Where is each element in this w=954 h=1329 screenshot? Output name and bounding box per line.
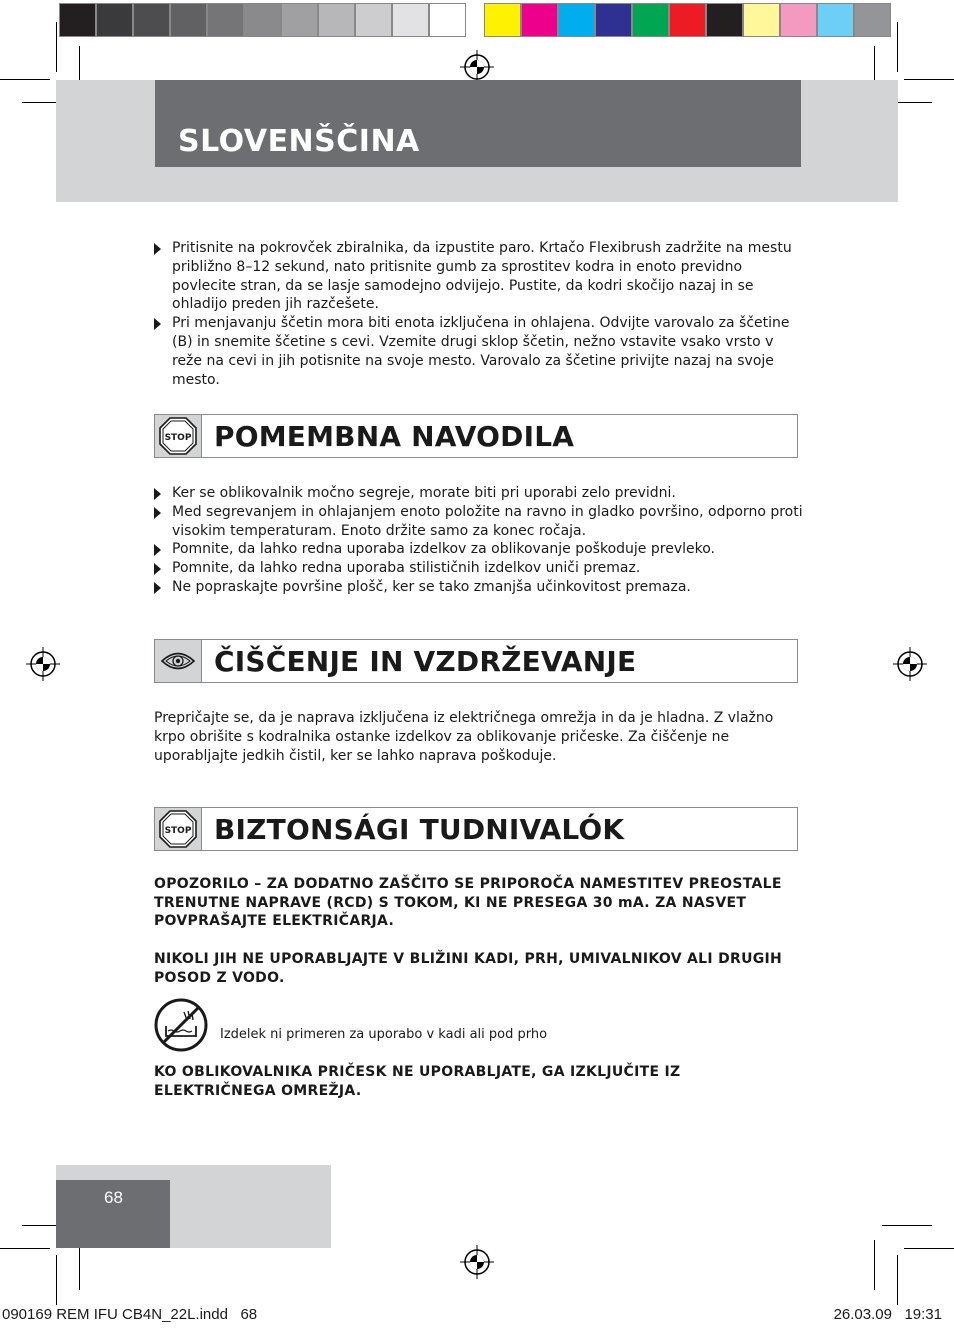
intro-bullet-list xyxy=(154,239,804,389)
bullet-arrow-icon xyxy=(154,507,161,519)
bullet-arrow-icon xyxy=(154,318,161,330)
list-item: Ne popraskajte površine plošč, ker se tako zmanjša učinkovitost premaza. xyxy=(154,578,804,597)
section-heading-safety xyxy=(154,807,798,851)
svg-text:STOP: STOP xyxy=(164,433,192,443)
list-item: Pri menjavanju ščetin mora biti enota izključena in ohlajena. Odvijte varovalo za ščetine (B) in snemite ščetine s cevi. Vzemite drugi sklop ščetin, nežno vstavite vsako vrsto v reže na cevi in jih potisnite na svoje mesto. Varovalo za ščetine privijte nazaj na svoje mesto. xyxy=(154,314,804,389)
process-color-swatch xyxy=(743,3,780,37)
crop-mark xyxy=(882,1225,932,1226)
crop-mark xyxy=(904,1248,954,1249)
stop-sign-icon xyxy=(159,810,197,848)
stop-sign-icon xyxy=(159,417,197,455)
rcd-warning: OPOZORILO – ZA DODATNO ZAŠČITO SE PRIPOROČA NAMESTITEV PREOSTALE TRENUTNE NAPRAVE (RCD) S TOKOM, KI NE PRESEGA 30 mA. ZA NASVET POVPRAŠAJTE ELEKTRIČARJA. xyxy=(154,876,782,929)
gray-swatch xyxy=(318,3,355,37)
water-warning: NIKOLI JIH NE UPORABLJAJTE V BLIŽINI KADI, PRH, UMIVALNIKOV ALI DRUGIH POSOD Z VODO. xyxy=(154,951,783,986)
slug-date-time: 26.03.09 19:31 xyxy=(833,1306,942,1323)
process-color-swatch xyxy=(669,3,706,37)
section-title: POMEMBNA NAVODILA xyxy=(214,420,575,453)
gray-swatch xyxy=(355,3,392,37)
section-heading-important xyxy=(154,414,798,458)
important-bullet-list xyxy=(154,484,804,597)
list-item: Pritisnite na pokrovček zbiralnika, da izpustite paro. Krtačo Flexibrush zadržite na mestu približno 8–12 sekund, nato pritisnite gumb za sprostitev kodra in enoto previdno povlecite stran, da se lasje samodejno odvijejo. Pustite, da kodri skočijo nazaj in se ohladijo preden jih razčešete. xyxy=(154,239,804,314)
page-title: SLOVENŠČINA xyxy=(178,124,420,159)
bullet-arrow-icon xyxy=(154,582,161,594)
bullet-arrow-icon xyxy=(154,544,161,556)
bullet-arrow-icon xyxy=(154,488,161,500)
stop-icon-cell xyxy=(155,415,202,457)
list-item: Pomnite, da lahko redna uporaba izdelkov za oblikovanje poškoduje prevleko. xyxy=(154,540,804,559)
registration-mark-icon xyxy=(460,1245,494,1279)
process-color-swatch xyxy=(780,3,817,37)
registration-mark-icon xyxy=(893,647,927,681)
process-color-swatch xyxy=(854,3,891,37)
registration-mark-icon xyxy=(26,647,60,681)
bullet-arrow-icon xyxy=(154,563,161,575)
crop-mark xyxy=(904,79,954,80)
list-item: Pomnite, da lahko redna uporaba stilističnih izdelkov uniči premaz. xyxy=(154,559,804,578)
section-title: BIZTONSÁGI TUDNIVALÓK xyxy=(214,813,625,846)
unplug-warning: KO OBLIKOVALNIKA PRIČESK NE UPORABLJATE, GA IZKLJUČITE IZ ELEKTRIČNEGA OMREŽJA. xyxy=(154,1064,681,1099)
gray-swatch xyxy=(429,3,466,37)
bath-note: Izdelek ni primeren za uporabo v kadi ali pod prho xyxy=(220,1027,548,1042)
gray-swatch xyxy=(170,3,207,37)
slug-file-info: 090169 REM IFU CB4N_22L.indd 68 xyxy=(2,1306,258,1323)
process-color-swatch xyxy=(595,3,632,37)
cleaning-paragraph: Prepričajte se, da je naprava izključena iz električnega omrežja in da je hladna. Z vlažno krpo obrišite s kodralnika ostanke izdelkov za oblikovanje pričeske. Za čiščenje ne uporabljajte jedkih čistil, ker se lahko naprava poškoduje. xyxy=(154,710,774,764)
crop-mark xyxy=(56,22,57,72)
stop-icon-cell xyxy=(155,808,202,850)
process-color-swatch xyxy=(632,3,669,37)
section-title: ČIŠČENJE IN VZDRŽEVANJE xyxy=(214,645,637,678)
svg-text:STOP: STOP xyxy=(164,826,192,836)
eye-icon-cell xyxy=(155,640,202,682)
gray-swatch xyxy=(96,3,133,37)
gray-swatch xyxy=(281,3,318,37)
list-item: Ker se oblikovalnik močno segreje, morate biti pri uporabi zelo previdni. xyxy=(154,484,804,503)
process-color-swatch xyxy=(484,3,521,37)
crop-mark xyxy=(56,1255,57,1305)
page-number: 68 xyxy=(104,1188,123,1207)
process-color-swatch xyxy=(706,3,743,37)
registration-mark-icon xyxy=(460,50,494,84)
crop-mark xyxy=(897,1255,898,1305)
gray-swatch xyxy=(59,3,96,37)
process-color-swatch xyxy=(817,3,854,37)
gray-swatch xyxy=(133,3,170,37)
gray-swatch xyxy=(244,3,281,37)
list-item: Med segrevanjem in ohlajanjem enoto položite na ravno in gladko površino, odporno proti visokim temperaturam. Enoto držite samo za konec ročaja. xyxy=(154,503,804,541)
crop-mark xyxy=(874,1240,875,1290)
gray-swatch xyxy=(392,3,429,37)
crop-mark xyxy=(0,1248,50,1249)
process-color-swatch xyxy=(521,3,558,37)
crop-mark xyxy=(897,22,898,72)
crop-mark xyxy=(0,79,50,80)
eye-icon xyxy=(160,650,196,672)
bullet-arrow-icon xyxy=(154,243,161,255)
section-heading-cleaning xyxy=(154,639,798,683)
process-color-swatch xyxy=(558,3,595,37)
gray-swatch xyxy=(207,3,244,37)
no-bath-icon xyxy=(154,998,208,1052)
